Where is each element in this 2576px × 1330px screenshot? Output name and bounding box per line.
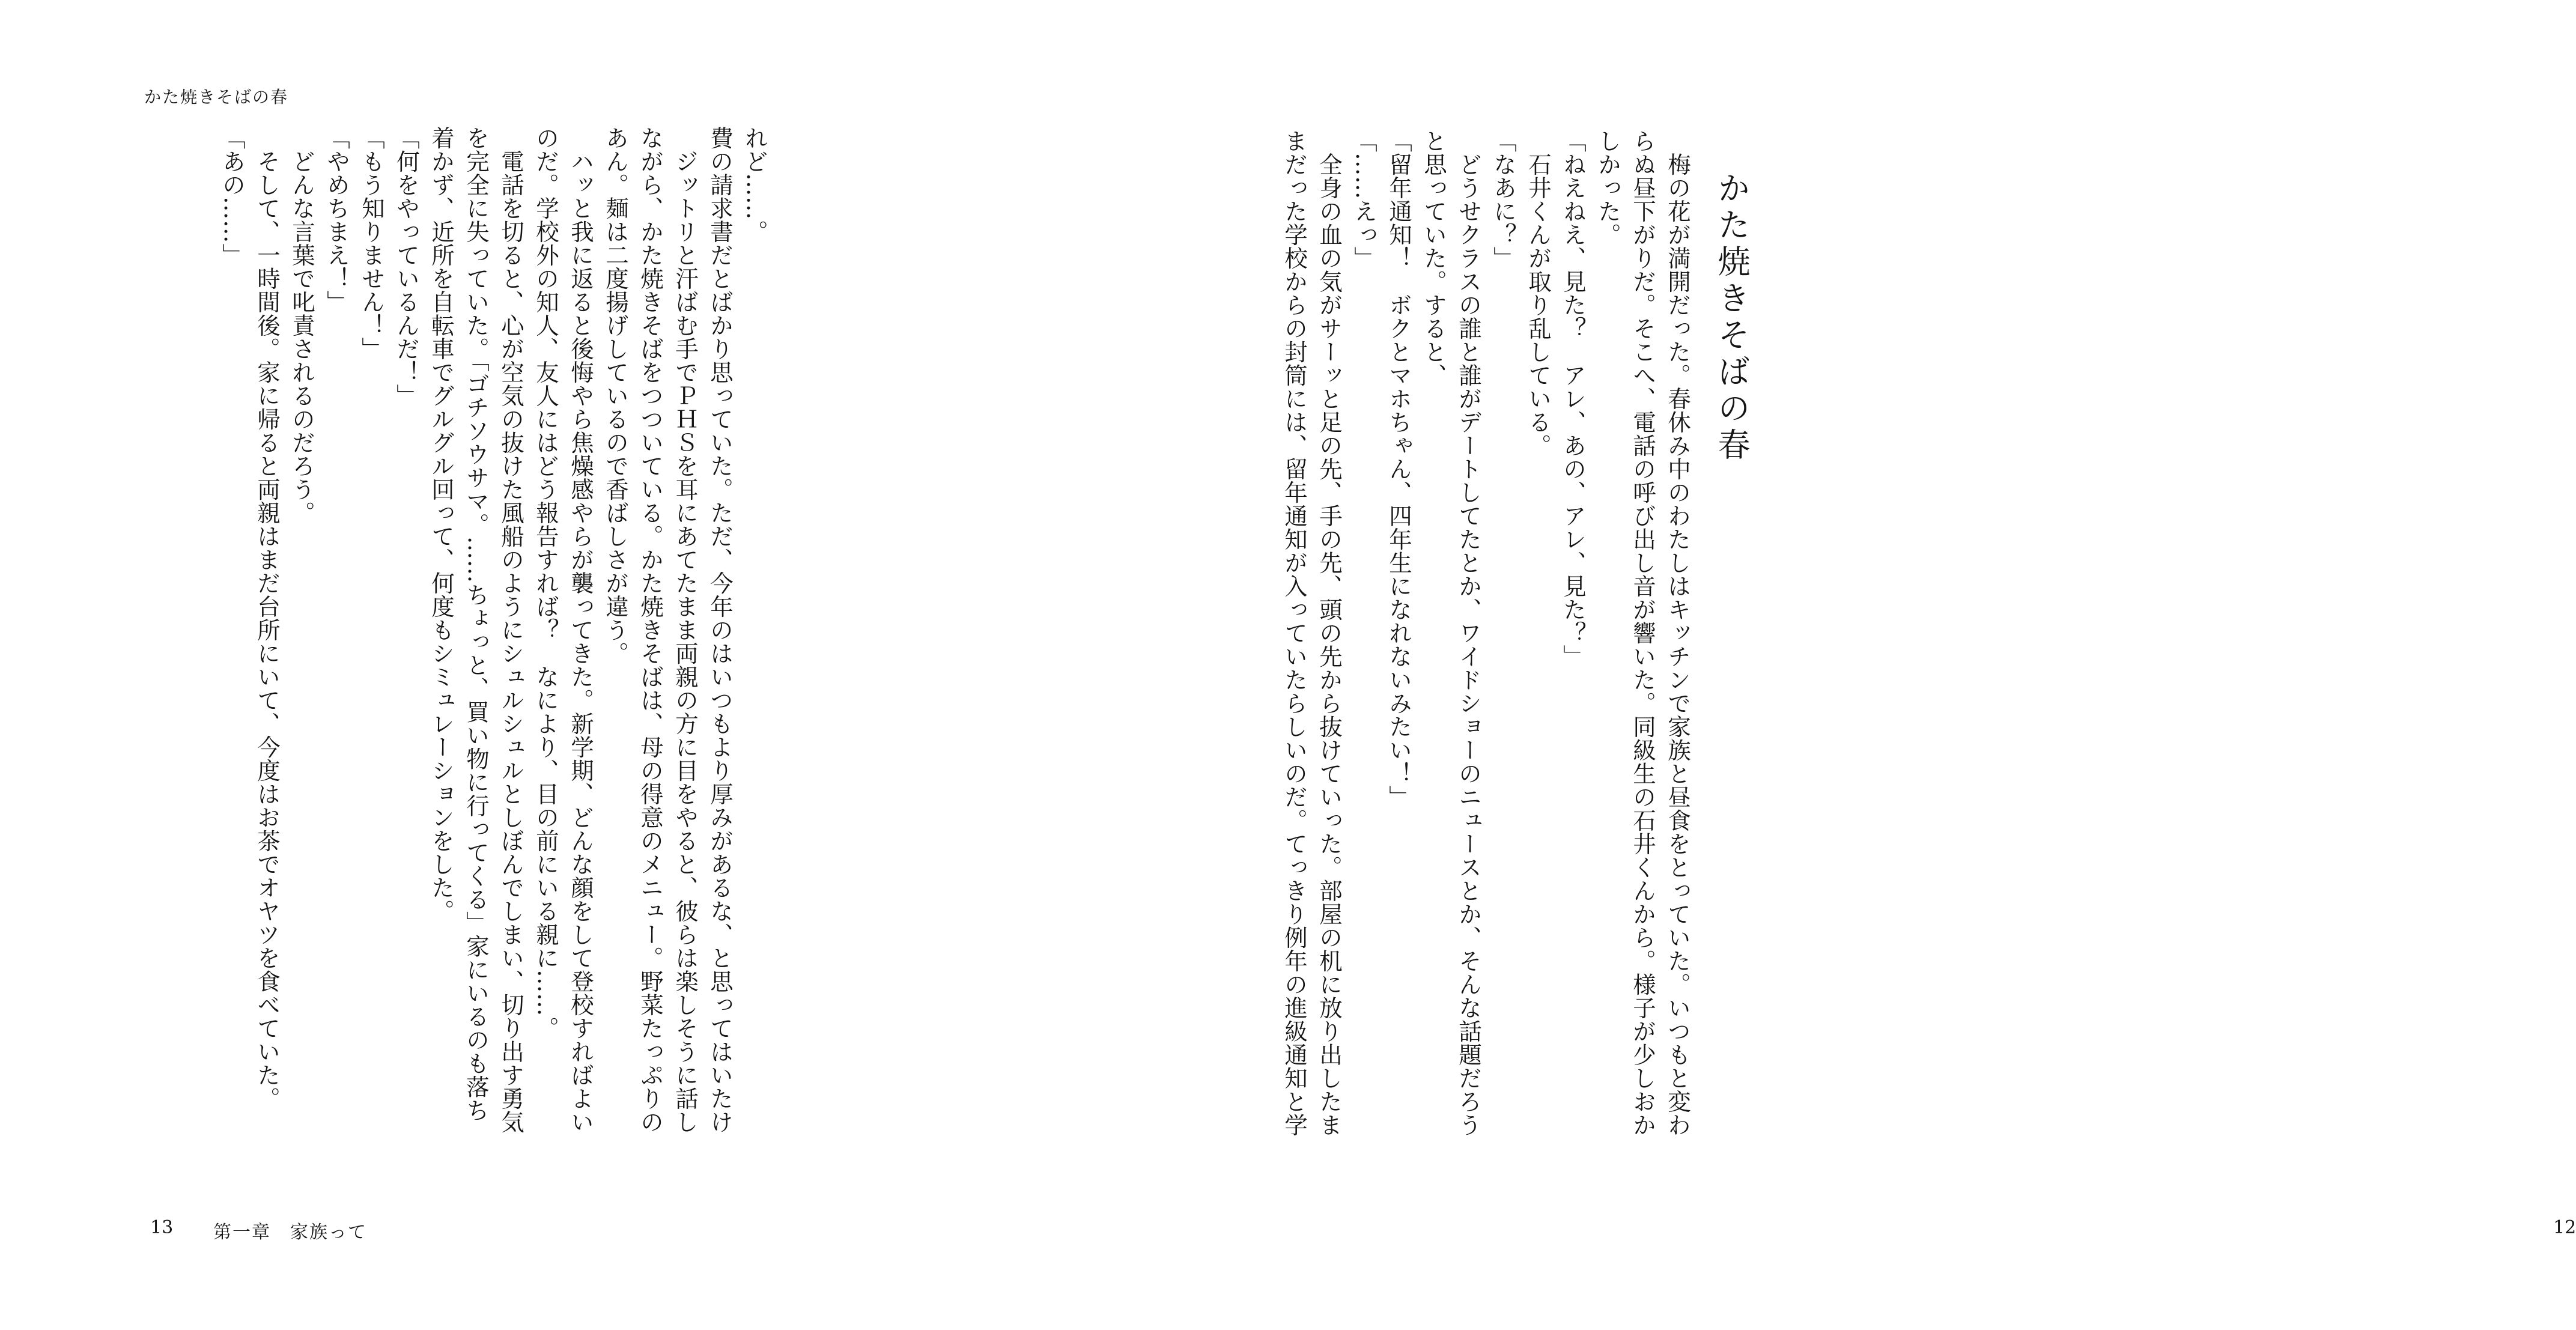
text-line: 梅の花が満開だった。春休み中のわたしはキッチンで家族と昼食をとっていた。いつもと変わ [1664, 129, 1691, 1137]
right-page [907, 0, 2576, 1330]
left-page [0, 0, 907, 1330]
text-line: を完全に失っていた。「ゴチソウサマ。……ちょっと、買い物に行ってくる」家にいるのも落ち [463, 126, 490, 1122]
text-line: 「……えっ」 [1350, 129, 1378, 270]
right-page-body [1277, 129, 1695, 1198]
text-line: 石井くんが取り乱している。 [1525, 129, 1552, 457]
text-line: あん。麺は二度揚げしているので香ばしさが違う。 [602, 126, 629, 665]
text-line: 「留年通知！ ボクとマホちゃん、四年生になれないみたい！」 [1385, 129, 1412, 809]
text-line: 「もう知りません！」 [358, 126, 385, 360]
running-head: かた焼きそばの春 [144, 87, 289, 107]
text-line: 「なあに？」 [1490, 129, 1517, 270]
text-line: 着かず、近所を自転車でグルグル回って、何度もシミュレーションをした。 [428, 126, 455, 923]
text-line: 「やめちまえ！」 [323, 126, 350, 314]
chapter-label: 第一章 家族って [213, 1222, 367, 1243]
text-line: 費の請求書だとばかり思っていた。ただ、今年のはいつもより厚みがあるな、と思ってはいたけ [706, 126, 734, 1134]
text-line: 「あの……」 [219, 126, 246, 267]
text-line: しかった。 [1594, 129, 1621, 246]
text-line: 電話を切ると、心が空気の抜けた風船のようにシュルシュルとしぼんでしまい、切り出す勇気 [497, 126, 524, 1134]
text-line: どうせクラスの誰と誰がデートしてたとか、ワイドショーのニュースとか、そんな話題だろう [1455, 129, 1482, 1137]
text-line: 全身の血の気がサーッと足の先、手の先、頭の先から抜けていった。部屋の机に放り出したま [1316, 129, 1343, 1137]
text-line: まだった学校からの封筒には、留年通知が入っていたらしいのだ。てっきり例年の進級通知と学 [1281, 129, 1308, 1137]
text-line: 「何をやっているんだ！」 [393, 126, 420, 407]
text-line: れど……。 [741, 126, 768, 243]
chapter-title: かた焼きそばの春 [1713, 171, 1751, 464]
text-line: 「ねえねえ、見た？ アレ、あの、アレ、見た？」 [1560, 129, 1587, 668]
text-line: どんな言葉で叱責されるのだろう。 [288, 126, 315, 524]
text-line: のだ。学校外の知人、友人にはどう報告すれば？ なにより、目の前にいる親に……。 [532, 126, 559, 1040]
text-line: そして、一時間後。家に帰ると両親はまだ台所にいて、今度はお茶でオヤツを食べていた。 [254, 126, 281, 1110]
text-line: らぬ昼下がりだ。そこへ、電話の呼び出し音が響いた。同級生の石井くんから。様子が少しおか [1629, 129, 1656, 1137]
text-line: ジットリと汗ばむ手でＰＨＳを耳にあてたまま両親の方に目をやると、彼らは楽しそうに話し [672, 126, 699, 1134]
text-line: と思っていた。すると、 [1420, 129, 1447, 387]
page-number: 13 [150, 1217, 174, 1238]
text-line: ながら、かた焼きそばをつついている。かた焼きそばは、母の得意のメニュー。野菜たっぷりの [637, 126, 664, 1134]
text-line: ハッと我に返ると後悔やら焦燥感やらが襲ってきた。新学期、どんな顔をして登校すればよい [567, 126, 594, 1134]
left-page-body [214, 126, 772, 1195]
page-number: 12 [2553, 1217, 2576, 1238]
